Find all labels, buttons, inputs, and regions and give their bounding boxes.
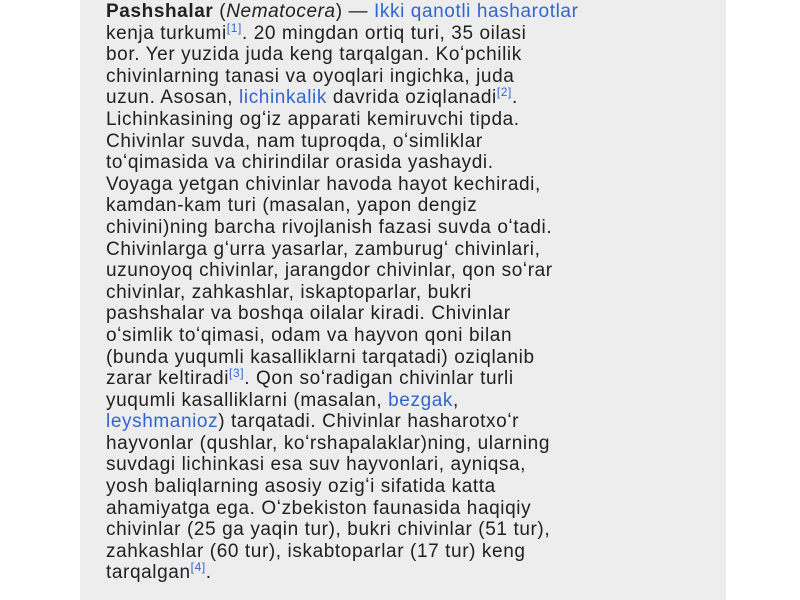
article-page [80,0,726,600]
ref-1[interactable]: [1] [226,20,242,35]
link-lichinkalik[interactable]: lichinkalik [239,87,327,109]
line-5: uzun. Asosan, lichinkalik davrida oziqlanadi[2]. [106,85,518,109]
line-25: chivinlar (25 ga yaqin tur), bukri chivinlar (51 tur), [106,519,551,541]
line-3: bor. Yer yuzida juda keng tarqalgan. Koʻpchilik [106,44,522,66]
link-hasharotlar[interactable]: Ikki qanotli hasharotlar [374,1,579,22]
latin-name: Nematocera [226,1,336,22]
line-21: hayvonlar (qushlar, koʻrshapalaklar)ning, ularning [106,432,551,454]
link-bezgak[interactable]: bezgak [388,389,454,411]
line-2: kenja turkumi[1]. 20 mingdan ortiq turi, 35 oilasi [106,20,527,44]
line-7: Chivinlar suvda, nam tuproqda, oʻsimliklar [106,130,483,152]
line-24: ahamiyatga ega. Oʻzbekiston faunasida haqiqiy [106,497,532,519]
line-11: chivini)ning barcha rivojlanish fazasi suvda oʻtadi. [106,216,553,238]
line-27: tarqalgan[4]. [106,560,212,584]
line-23: yosh baliqlarning asosiy ozigʻi sifatida katta [106,476,496,498]
line-10: kamdan-kam turi (masalan, yapon dengiz [106,195,478,217]
ref-3[interactable]: [3] [229,366,245,381]
line-4: chivinlarning tanasi va oyoqlari ingichka, juda [106,65,515,87]
line-1: Pashshalar (Nematocera) — Ikki qanotli hasharotlar [106,1,579,22]
article-term: Pashshalar [106,1,214,22]
line-9: Voyaga yetgan chivinlar havoda hayot kechiradi, [106,173,541,195]
line-6: Lichinkasining ogʻiz apparati kemiruvchi tipda. [106,108,520,130]
line-8: toʻqimasida va chirindilar orasida yashaydi. [106,152,494,174]
line-16: oʻsimlik toʻqimasi, odam va hayvon qoni bilan [106,324,513,346]
line-18: zarar keltiradi[3]. Qon soʻradigan chivinlar turli [106,366,514,390]
line-26: zahkashlar (60 tur), iskabtoparlar (17 tur) keng [106,540,526,562]
line-19: yuqumli kasalliklarni (masalan, bezgak, [106,389,459,411]
line-12: Chivinlarga gʻurra yasarlar, zamburugʻ chivinlari, [106,238,541,260]
link-leyshmanioz[interactable]: leyshmanioz [106,411,219,433]
line-22: suvdagi lichinkasi esa suv hayvonlari, ayniqsa, [106,454,527,476]
line-20: leyshmanioz) tarqatadi. Chivinlar hasharotxoʻr [106,411,520,433]
line-17: (bunda yuqumli kasalliklarni tarqatadi) oziqlanib [106,346,535,368]
line-15: pashshalar va boshqa oilalar kiradi. Chivinlar [106,303,511,325]
line-14: chivinlar, zahkashlar, iskaptoparlar, bukri [106,281,472,303]
article-text [80,0,726,584]
line-13: uzunoyoq chivinlar, jarangdor chivinlar, qon soʻrar [106,260,553,282]
ref-2[interactable]: [2] [496,85,512,100]
ref-4[interactable]: [4] [190,560,206,575]
